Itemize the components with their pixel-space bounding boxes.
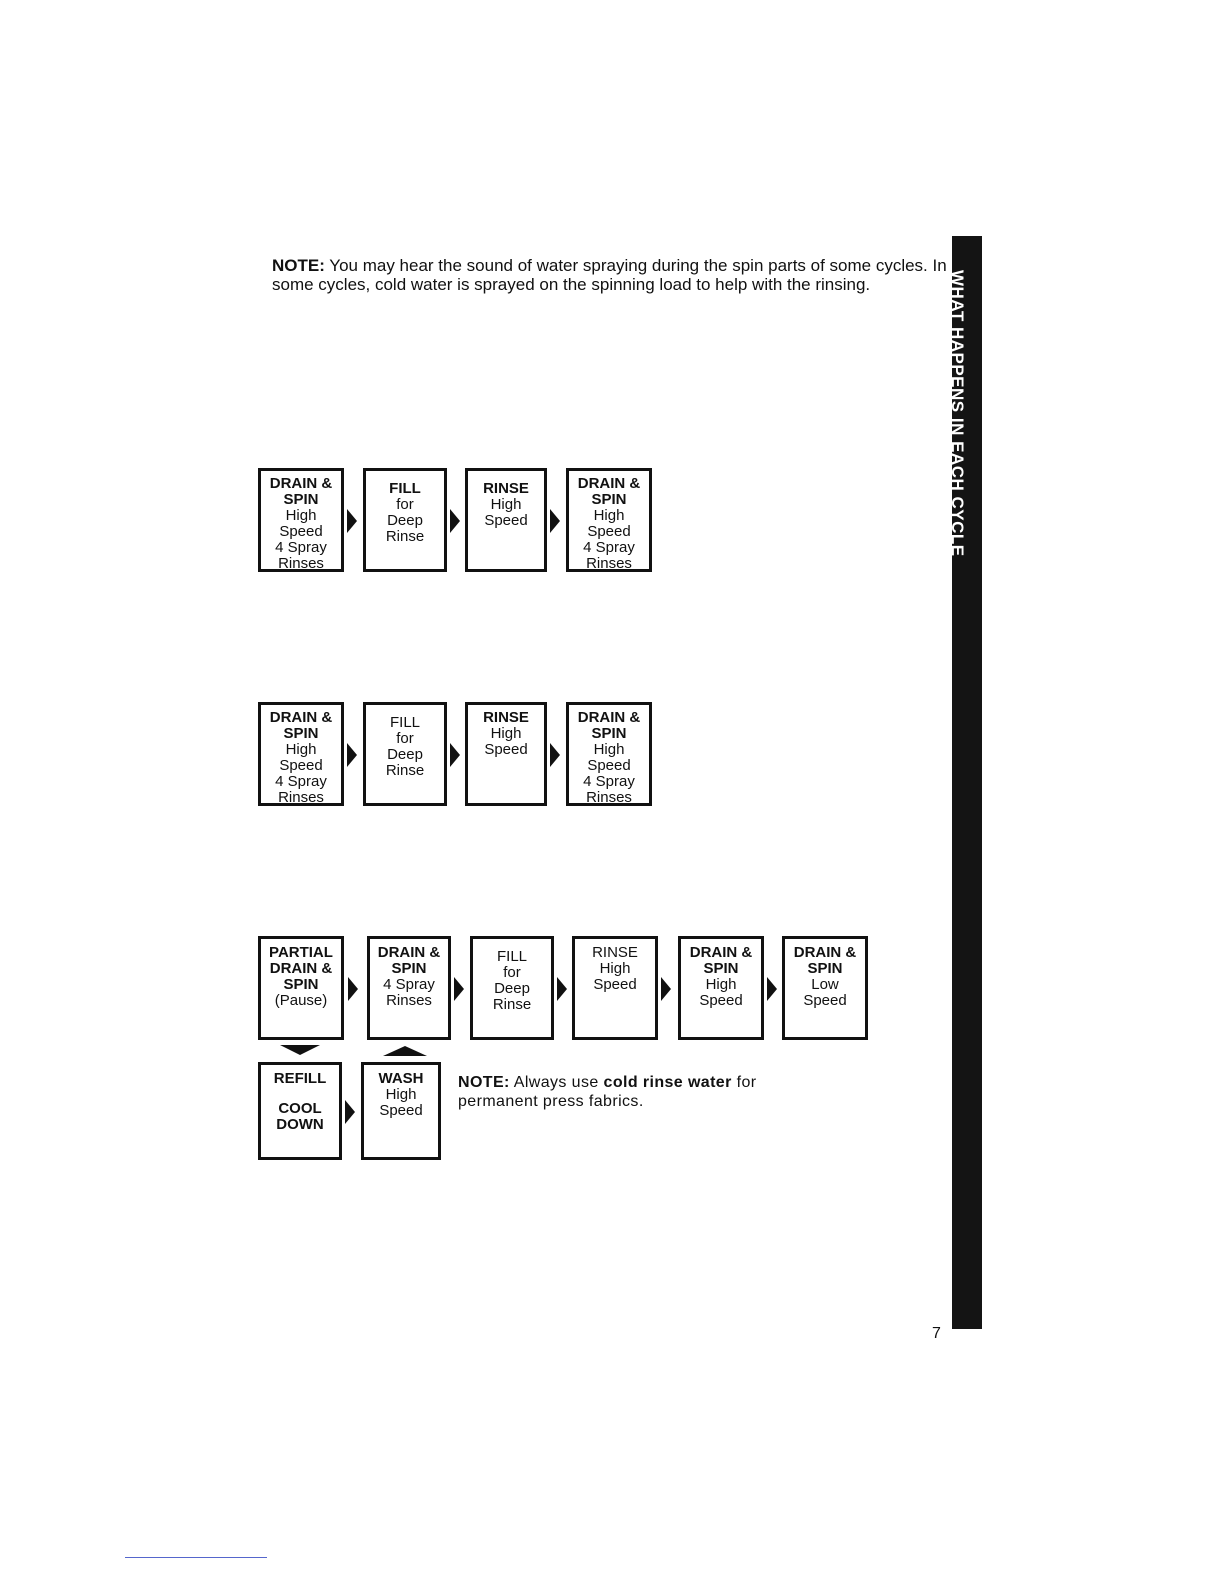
step-text: High — [599, 960, 631, 977]
step-text: Always use — [509, 1074, 604, 1091]
step-text: High — [285, 507, 317, 524]
step-text: DRAIN & — [577, 709, 641, 726]
step-text: Speed — [379, 1102, 423, 1119]
step-text: FILL — [496, 948, 527, 965]
step-text: FILL — [389, 714, 420, 731]
step-text: High — [285, 741, 317, 758]
step-text: Rinses — [278, 555, 324, 572]
step-text: FILL — [389, 480, 421, 497]
flow-arrow — [767, 977, 777, 1001]
note-label: NOTE: — [272, 256, 325, 275]
step-text: Rinses — [278, 789, 324, 806]
flow3-step2 — [367, 936, 451, 1040]
step-text: SPIN — [591, 491, 627, 508]
flow-arrow — [550, 509, 560, 533]
step-text: Rinse — [385, 528, 425, 545]
step-text: PARTIAL — [269, 944, 333, 961]
top-note — [272, 256, 952, 294]
step-text: High — [385, 1086, 417, 1103]
step-text: for — [503, 964, 521, 981]
step-text: 4 Spray — [275, 773, 327, 790]
step-text: Speed — [484, 512, 528, 529]
flow-arrow — [347, 743, 357, 767]
flow-arrow — [347, 509, 357, 533]
step-text: DRAIN & — [793, 944, 857, 961]
flow1-step3 — [465, 468, 547, 572]
flow1-step2 — [363, 468, 447, 572]
step-text: Low — [811, 976, 839, 993]
step-text: SPIN — [283, 976, 319, 993]
step-text: SPIN — [703, 960, 739, 977]
flow-arrow — [661, 977, 671, 1001]
step-text: 4 Spray — [275, 539, 327, 556]
flow1-step4 — [566, 468, 652, 572]
step-text: DRAIN & — [689, 944, 753, 961]
flow3-step6 — [782, 936, 868, 1040]
flow3-sub-step2 — [361, 1062, 441, 1160]
step-text: Speed — [803, 992, 847, 1009]
step-text: for permanent press fabrics. — [458, 1074, 757, 1110]
flow-arrow — [454, 977, 464, 1001]
step-text: 4 Spray — [583, 773, 635, 790]
step-text: SPIN — [283, 491, 319, 508]
flow-arrow — [450, 509, 460, 533]
step-text: Deep — [387, 746, 423, 763]
step-text: Speed — [587, 523, 631, 540]
step-text: COOL — [278, 1100, 322, 1117]
step-text: for — [396, 496, 414, 513]
flow-arrow — [345, 1100, 355, 1124]
flow3-step1 — [258, 936, 344, 1040]
step-text: DOWN — [276, 1116, 324, 1133]
step-text: for — [396, 730, 414, 747]
step-text: WASH — [378, 1070, 424, 1087]
footnote-rule — [125, 1557, 267, 1558]
step-text: DRAIN & — [269, 960, 333, 977]
flow2-step2 — [363, 702, 447, 806]
section-tab-title: WHAT HAPPENS IN EACH CYCLE — [948, 270, 967, 557]
step-text: DRAIN & — [269, 475, 333, 492]
step-text: Speed — [587, 757, 631, 774]
flow3-sub-step1 — [258, 1062, 342, 1160]
step-text: Rinse — [385, 762, 425, 779]
step-text: RINSE — [592, 944, 638, 961]
step-text: Speed — [484, 741, 528, 758]
flow3-step3 — [470, 936, 554, 1040]
flow2-step1 — [258, 702, 344, 806]
step-text: 4 Spray — [583, 539, 635, 556]
step-text: High — [490, 496, 522, 513]
step-text: DRAIN & — [577, 475, 641, 492]
flow3-step5 — [678, 936, 764, 1040]
flow1-step1 — [258, 468, 344, 572]
down-arrow — [280, 1045, 320, 1055]
flow2-step4 — [566, 702, 652, 806]
step-text: 4 Spray — [383, 976, 435, 993]
flow-arrow — [557, 977, 567, 1001]
step-text: Speed — [279, 523, 323, 540]
flow-arrow — [348, 977, 358, 1001]
flow2-step3 — [465, 702, 547, 806]
step-text: Rinses — [586, 789, 632, 806]
step-text — [261, 1087, 339, 1101]
step-text: Speed — [593, 976, 637, 993]
page-number: 7 — [932, 1325, 941, 1342]
step-text: cold rinse water — [603, 1074, 732, 1091]
step-text: NOTE: — [458, 1074, 510, 1091]
note-text: You may hear the sound of water spraying during the spin parts of some cycles. In some cycles, cold water is sprayed on the spinning load to help with the rinsing. — [272, 256, 947, 294]
step-text: Speed — [279, 757, 323, 774]
step-text: DRAIN & — [377, 944, 441, 961]
step-text: Deep — [387, 512, 423, 529]
step-text: High — [593, 741, 625, 758]
step-text: Deep — [494, 980, 530, 997]
step-text: High — [593, 507, 625, 524]
step-text: RINSE — [483, 480, 529, 497]
step-text: SPIN — [591, 725, 627, 742]
step-text: Rinses — [586, 555, 632, 572]
step-text: (Pause) — [274, 992, 328, 1009]
step-text: Speed — [699, 992, 743, 1009]
flow-arrow — [450, 743, 460, 767]
step-text: SPIN — [807, 960, 843, 977]
flow-arrow — [550, 743, 560, 767]
bottom-note — [458, 1073, 798, 1111]
step-text: REFILL — [273, 1070, 327, 1087]
step-text: High — [490, 725, 522, 742]
step-text: RINSE — [483, 709, 529, 726]
flow3-step4 — [572, 936, 658, 1040]
up-arrow — [383, 1046, 427, 1056]
step-text: SPIN — [283, 725, 319, 742]
step-text: Rinse — [492, 996, 532, 1013]
step-text: SPIN — [391, 960, 427, 977]
step-text: DRAIN & — [269, 709, 333, 726]
step-text: High — [705, 976, 737, 993]
step-text: Rinses — [386, 992, 432, 1009]
